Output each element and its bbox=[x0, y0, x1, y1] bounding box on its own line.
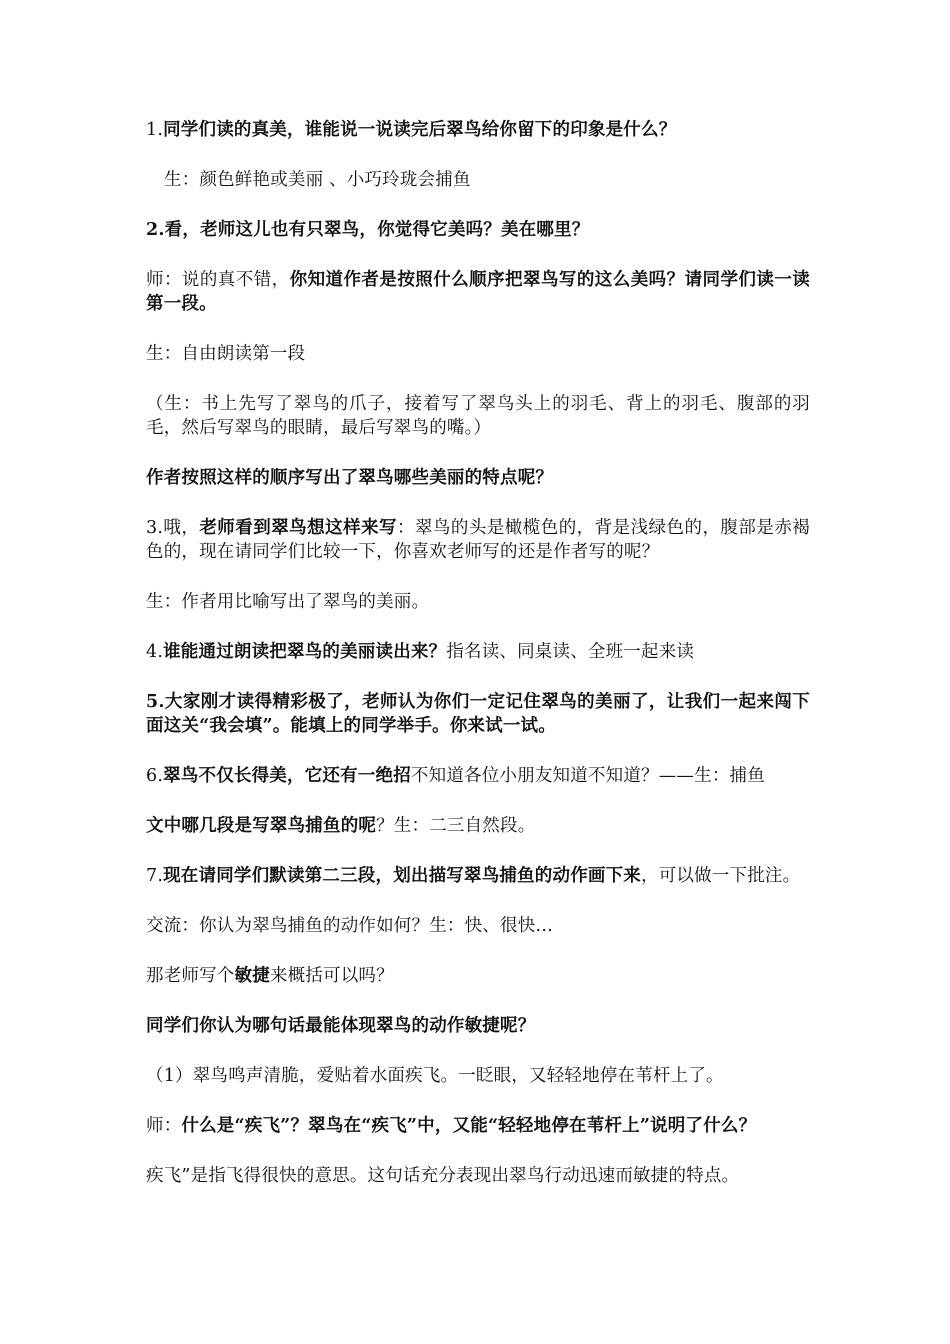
paragraph-5 bbox=[146, 342, 810, 366]
text-run: 翠鸟不仅长得美，它还有一绝招 bbox=[163, 766, 411, 786]
paragraph-3 bbox=[146, 218, 810, 242]
paragraph-13 bbox=[146, 814, 810, 838]
text-run: 疾飞”是指飞得很快的意思。这句话充分表现出翠鸟行动迅速而敏捷的特点。 bbox=[146, 1166, 740, 1186]
text-run: 不知道各位小朋友知道不知道？——生：捕鱼 bbox=[410, 766, 765, 786]
paragraph-11 bbox=[146, 690, 810, 738]
text-run: 生：作者用比喻写出了翠鸟的美丽。 bbox=[146, 592, 430, 612]
text-run: 交流：你认为翠鸟捕鱼的动作如何？生：快、很快… bbox=[146, 916, 554, 936]
text-run: 敏捷 bbox=[234, 966, 270, 986]
text-run: 现在请同学们默读第二三段，划出描写翠鸟捕鱼的动作画下来 bbox=[163, 866, 642, 886]
text-run: 什么是“疾飞”？翠鸟在“疾飞”中，又能“轻轻地停在苇杆上”说明了什么？ bbox=[181, 1116, 757, 1136]
text-run: 7. bbox=[146, 866, 164, 886]
text-run: 生：自由朗读第一段 bbox=[146, 344, 306, 364]
paragraph-9 bbox=[146, 590, 810, 614]
paragraph-10 bbox=[146, 640, 810, 664]
paragraph-1 bbox=[146, 118, 810, 142]
text-run: （1）翠鸟鸣声清脆，爱贴着水面疾飞。一眨眼，又轻轻地停在苇杆上了。 bbox=[146, 1066, 724, 1086]
paragraph-14 bbox=[146, 864, 810, 888]
text-run: 同学们你认为哪句话最能体现翠鸟的动作敏捷呢？ bbox=[146, 1016, 536, 1036]
text-run: 5.大家刚才读得精彩极了，老师认为你们一定记住翠鸟的美丽了，让我们一起来闯下面这关“我会填”。能填上的同学举手。你来试一试。 bbox=[146, 692, 810, 736]
text-run: 2.看，老师这儿也有只翠鸟，你觉得它美吗？美在哪里？ bbox=[146, 220, 590, 240]
text-run: 师： bbox=[146, 1116, 182, 1136]
text-run: 作者按照这样的顺序写出了翠鸟哪些美丽的特点呢？ bbox=[146, 468, 554, 488]
paragraph-12 bbox=[146, 764, 810, 788]
text-run: 那老师写个 bbox=[146, 966, 235, 986]
paragraph-8 bbox=[146, 516, 810, 564]
paragraph-2 bbox=[146, 168, 810, 192]
paragraph-6 bbox=[146, 392, 810, 440]
paragraph-19 bbox=[146, 1114, 810, 1138]
text-run: 谁能通过朗读把翠鸟的美丽读出来？ bbox=[163, 642, 447, 662]
text-run: ，可以做一下批注。 bbox=[641, 866, 801, 886]
text-run: 来概括可以吗？ bbox=[269, 966, 394, 986]
paragraph-4 bbox=[146, 268, 810, 316]
text-run: （生：书上先写了翠鸟的爪子，接着写了翠鸟头上的羽毛、背上的羽毛、腹部的羽毛，然后写翠鸟的眼睛，最后写翠鸟的嘴。） bbox=[146, 394, 810, 438]
text-run: 文中哪几段是写翠鸟捕鱼的呢 bbox=[146, 816, 377, 836]
text-run: 同学们读的真美，谁能说一说读完后翠鸟给你留下的印象是什么？ bbox=[163, 120, 677, 140]
paragraph-20 bbox=[146, 1164, 810, 1188]
text-run: 你知道作者是按照什么顺序把翠鸟写的这么美吗？请同学们读一读第一段。 bbox=[146, 270, 810, 314]
paragraph-16 bbox=[146, 964, 810, 988]
paragraph-15 bbox=[146, 914, 810, 938]
text-run: 生：颜色鲜艳或美丽 、小巧玲珑会捕鱼 bbox=[164, 170, 471, 190]
text-run: 3.哦， bbox=[146, 518, 200, 538]
text-run: ：翠鸟的头是橄榄色的，背是浅绿色的，腹部是赤褐色的，现在请同学们比较一下，你喜欢老师写的还是作者写的呢？ bbox=[146, 518, 811, 562]
text-run: 1. bbox=[146, 120, 164, 140]
text-run: 6. bbox=[146, 766, 164, 786]
text-run: ？生：二三自然段。 bbox=[376, 816, 536, 836]
text-run: 指名读、同桌读、全班一起来读 bbox=[446, 642, 695, 662]
paragraph-17 bbox=[146, 1014, 810, 1038]
text-run: 师：说的真不错， bbox=[146, 270, 290, 290]
text-run: 4. bbox=[146, 642, 164, 662]
paragraph-18 bbox=[146, 1064, 810, 1088]
paragraph-7 bbox=[146, 466, 810, 490]
text-run: 老师看到翠鸟想这样来写 bbox=[199, 518, 397, 538]
